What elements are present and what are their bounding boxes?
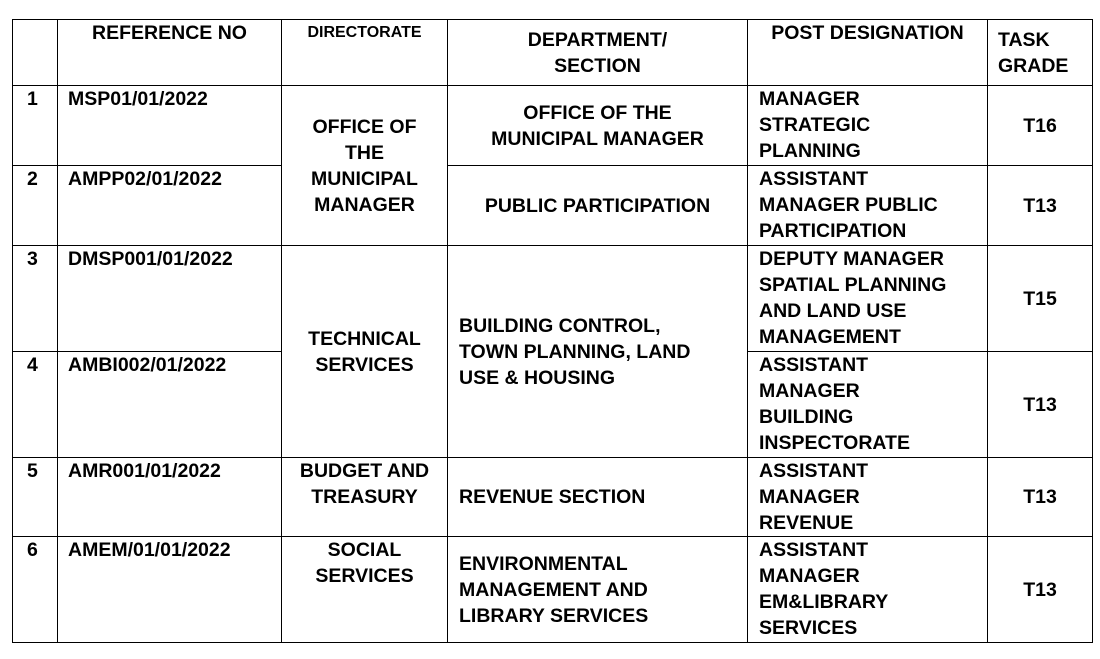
post-line: MANAGER — [759, 565, 860, 587]
reference-no: AMR001/01/2022 — [58, 458, 282, 537]
directorate-line: BUDGET AND — [299, 460, 430, 482]
table-row — [13, 537, 1093, 643]
post-designation — [748, 537, 988, 643]
department-cell — [448, 537, 748, 643]
post-line: ASSISTANT — [759, 354, 869, 376]
header-task-grade-line2: GRADE — [998, 54, 1069, 77]
task-grade: T13 — [988, 458, 1093, 537]
department-line: BUILDING CONTROL, — [459, 314, 661, 337]
header-department-line2: SECTION — [554, 54, 641, 77]
department-cell — [448, 166, 748, 246]
task-grade: T13 — [988, 537, 1093, 643]
row-number: 5 — [13, 458, 58, 537]
post-line: INSPECTORATE — [759, 432, 910, 454]
header-reference-no: REFERENCE NO — [58, 20, 282, 86]
header-no — [13, 20, 58, 86]
post-line: ASSISTANT — [759, 460, 869, 482]
vacancy-table — [12, 19, 1093, 643]
row-number: 6 — [13, 537, 58, 643]
reference-no: MSP01/01/2022 — [58, 86, 282, 166]
department-line: MANAGEMENT AND — [459, 578, 648, 601]
directorate-line: SERVICES — [315, 353, 414, 376]
header-directorate: DIRECTORATE — [282, 20, 448, 86]
directorate-line: OFFICE OF — [312, 115, 417, 138]
reference-no: AMEM/01/01/2022 — [58, 537, 282, 643]
directorate-cell — [282, 458, 448, 537]
post-line: PLANNING — [759, 140, 861, 162]
directorate-line: SOCIAL — [327, 539, 402, 561]
department-line: OFFICE OF THE — [523, 101, 672, 124]
row-number: 4 — [13, 352, 58, 458]
row-number: 1 — [13, 86, 58, 166]
header-row — [13, 20, 1093, 86]
post-line: PARTICIPATION — [759, 220, 907, 242]
task-grade: T16 — [988, 86, 1093, 166]
row-number: 3 — [13, 246, 58, 352]
directorate-cell — [282, 537, 448, 643]
post-line: AND LAND USE — [759, 300, 907, 322]
table-row — [13, 86, 1093, 166]
post-designation — [748, 458, 988, 537]
directorate-line: MANAGER — [314, 193, 415, 216]
directorate-line: SERVICES — [315, 565, 414, 587]
post-line: BUILDING — [759, 406, 854, 428]
post-line: ASSISTANT — [759, 539, 869, 561]
post-designation — [748, 352, 988, 458]
reference-no: AMPP02/01/2022 — [58, 166, 282, 246]
directorate-cell — [282, 246, 448, 458]
directorate-cell — [282, 86, 448, 246]
post-line: STRATEGIC — [759, 114, 871, 136]
header-task-grade-line1: TASK — [998, 28, 1050, 51]
reference-no: DMSP001/01/2022 — [58, 246, 282, 352]
department-line: USE & HOUSING — [459, 366, 616, 389]
directorate-line: THE — [345, 141, 384, 164]
post-line: MANAGER — [759, 380, 860, 402]
task-grade: T15 — [988, 246, 1093, 352]
department-line: PUBLIC PARTICIPATION — [484, 194, 711, 217]
post-line: REVENUE — [759, 512, 854, 534]
header-task-grade — [988, 20, 1093, 86]
department-cell — [448, 246, 748, 458]
post-line: MANAGER — [759, 88, 860, 110]
directorate-line: TECHNICAL — [308, 327, 421, 350]
post-line: MANAGER PUBLIC — [759, 194, 938, 216]
post-line: SPATIAL PLANNING — [759, 274, 947, 296]
post-line: SERVICES — [759, 617, 858, 639]
table-row — [13, 166, 1093, 246]
post-line: MANAGER — [759, 486, 860, 508]
post-designation — [748, 86, 988, 166]
post-designation — [748, 166, 988, 246]
task-grade: T13 — [988, 352, 1093, 458]
department-cell — [448, 458, 748, 537]
department-line: MUNICIPAL MANAGER — [491, 127, 704, 150]
department-cell — [448, 86, 748, 166]
header-department-line1: DEPARTMENT/ — [527, 28, 668, 51]
post-line: DEPUTY MANAGER — [759, 248, 944, 270]
post-line: MANAGEMENT — [759, 326, 901, 348]
header-department — [448, 20, 748, 86]
department-line: REVENUE SECTION — [459, 486, 646, 508]
directorate-line: MUNICIPAL — [311, 167, 418, 190]
reference-no: AMBI002/01/2022 — [58, 352, 282, 458]
post-line: ASSISTANT — [759, 168, 869, 190]
row-number: 2 — [13, 166, 58, 246]
task-grade: T13 — [988, 166, 1093, 246]
post-line: EM&LIBRARY — [759, 591, 889, 613]
department-line: TOWN PLANNING, LAND — [459, 340, 691, 363]
table-row — [13, 246, 1093, 352]
directorate-line: TREASURY — [311, 486, 418, 508]
header-post-designation: POST DESIGNATION — [748, 20, 988, 86]
table-row — [13, 458, 1093, 537]
department-line: LIBRARY SERVICES — [459, 604, 649, 627]
department-line: ENVIRONMENTAL — [459, 552, 628, 575]
post-designation — [748, 246, 988, 352]
